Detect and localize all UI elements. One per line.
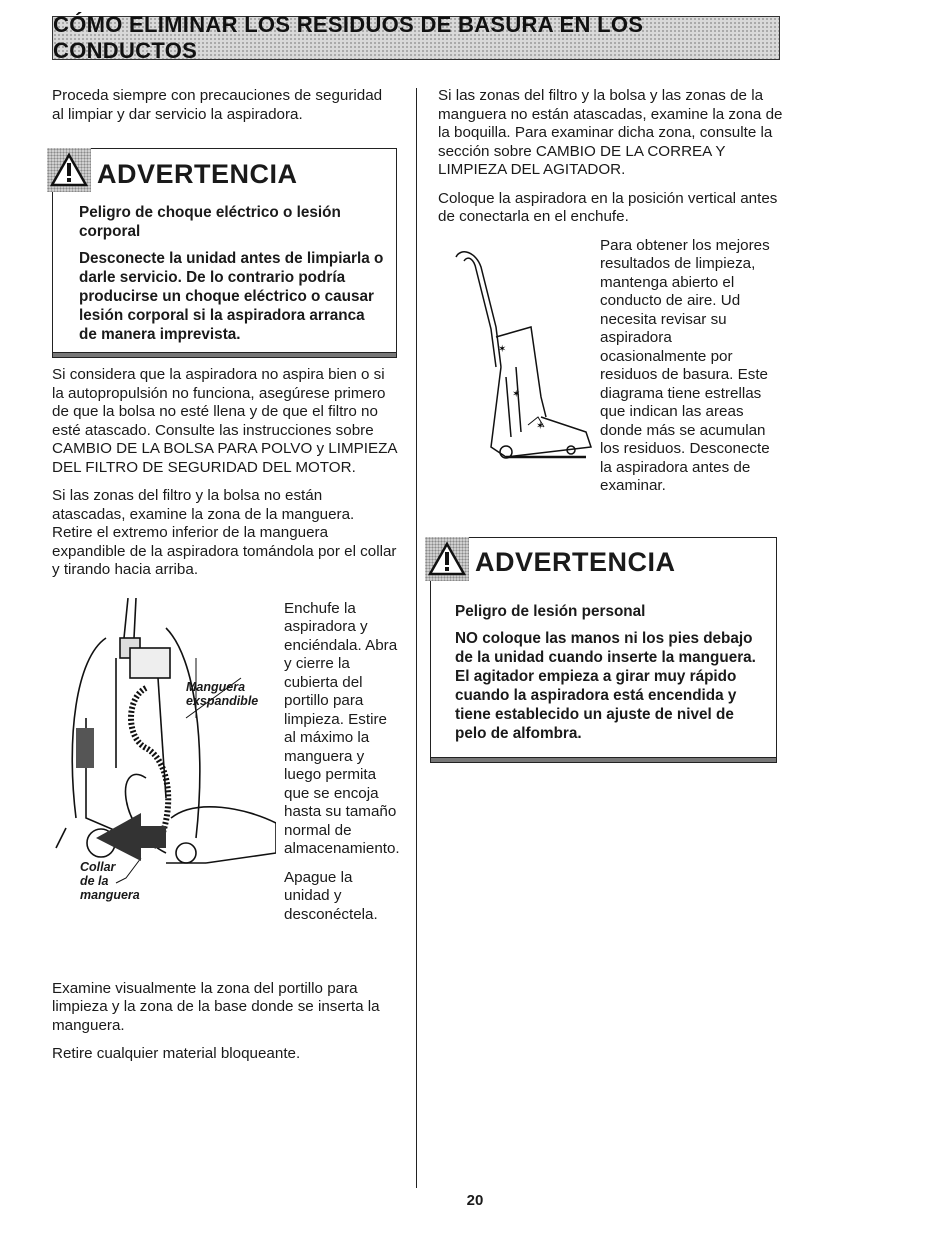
hose-paragraph: Si las zonas del filtro y la bolsa no están atascadas, examine la zona de la manguera. Retire el extremo inferior de la manguera expandible de la aspiradora tomándola por el collar y tirando hacia arriba.: [52, 487, 397, 578]
warning-instruction: Desconecte la unidad antes de limpiarla o darle servicio. De lo contrario podría producirse un choque eléctrico o causar lesión corporal si la aspiradora arranca de manera imprevista.: [79, 250, 384, 343]
hose-label: [186, 680, 258, 708]
electric-shock-warning-box: [52, 148, 397, 358]
unplug-step-text: Apague la unidad y desconéctela.: [284, 868, 378, 923]
svg-text:✶: ✶: [536, 420, 545, 432]
hose-instructions: [284, 600, 402, 925]
warning-instruction-2: NO coloque las manos ni los pies debajo de la unidad cuando inserte la manguera. El agitador empieza a girar muy rápido cuando la aspiradora está encendida y tiene establecido un ajuste de nivel de pelo de alfombra.: [455, 629, 756, 742]
warning-body: [53, 199, 396, 352]
upright-vacuum-illustration: [446, 247, 596, 477]
collar-label-line1: Collar: [80, 859, 116, 874]
hose-label-line1: Manguera: [186, 679, 246, 694]
warning-heading-2: ADVERTENCIA: [475, 547, 676, 578]
warning-heading: ADVERTENCIA: [97, 158, 298, 189]
collar-label: [80, 860, 140, 902]
collar-label-line3: manguera: [80, 887, 140, 902]
page-number: 20: [466, 1192, 484, 1209]
left-column: [52, 87, 400, 1074]
warning-bottom-rule: [53, 352, 396, 357]
warning-hazard: Peligro de choque eléctrico o lesión corporal: [79, 204, 341, 240]
section-title-bar: [52, 12, 780, 63]
warning-header: [53, 149, 396, 199]
intro-paragraph: Proceda siempre con precauciones de seguridad al limpiar y dar servicio la aspiradora.: [52, 87, 383, 123]
warning-bottom-rule-2: [431, 757, 776, 762]
column-divider: [416, 88, 417, 1188]
nozzle-paragraph: Si las zonas del filtro y la bolsa y las zonas de la manguera no están atascadas, examine la zona de la boquilla. Para examinar dicha zona, consulte la sección sobre CAMBIO DE LA CORREA Y LIMPIEZA DEL AGITADOR.: [438, 87, 783, 178]
svg-text:✶: ✶: [512, 388, 521, 400]
hose-figure-block: [52, 598, 400, 968]
suction-paragraph: Si considera que la aspiradora no aspira bien o si la autopropulsión no funciona, asegúrese primero de que la bolsa no esté llena y de que el filtro no esté atascado. Consulte las instrucciones sobre CAMBIO DE LA BOLSA PARA POLVO y LIMPIEZA DEL FILTRO DE SEGURIDAD DEL MOTOR.: [52, 366, 397, 476]
warning-header-2: [431, 538, 776, 588]
personal-injury-warning-box: [430, 537, 777, 763]
warning-triangle-icon: [47, 148, 91, 192]
airpath-instructions: Para obtener los mejores resultados de limpieza, mantenga abierto el conducto de aire. Ud necesita revisar su aspiradora ocasionalmente por residuos de basura. Este diagrama tiene estrellas que indican las areas donde más se acumulan los residuos. Desconecte la aspiradora antes de examinar.: [600, 236, 770, 494]
hose-step-text: Enchufe la aspiradora y enciéndala. Abra y cierre la cubierta del portillo para limpieza. Estire al máximo la manguera y luego permita que se encoja hasta su tamaño normal de almacenamiento.: [284, 599, 400, 857]
hose-label-line2: exspandible: [186, 693, 259, 708]
warning-body-2: [431, 588, 776, 757]
warning-triangle-icon-2: [425, 537, 469, 581]
upright-paragraph: Coloque la aspiradora en la posición vertical antes de conectarla en el enchufe.: [438, 189, 778, 225]
vacuum-hose-illustration: [46, 598, 276, 888]
remove-paragraph: Retire cualquier material bloqueante.: [52, 1045, 301, 1062]
inspect-paragraph: Examine visualmente la zona del portillo para limpieza y la zona de la base donde se inserta la manguera.: [52, 979, 380, 1034]
warning-hazard-2: Peligro de lesión personal: [455, 602, 646, 620]
svg-text:✶: ✶: [498, 343, 507, 355]
collar-label-line2: de la: [80, 873, 109, 888]
airpath-figure-block: [438, 237, 783, 519]
page-title: CÓMO ELIMINAR LOS RESIDUOS DE BASURA EN LOS CONDUCTOS: [53, 12, 644, 63]
right-column: [438, 87, 783, 763]
